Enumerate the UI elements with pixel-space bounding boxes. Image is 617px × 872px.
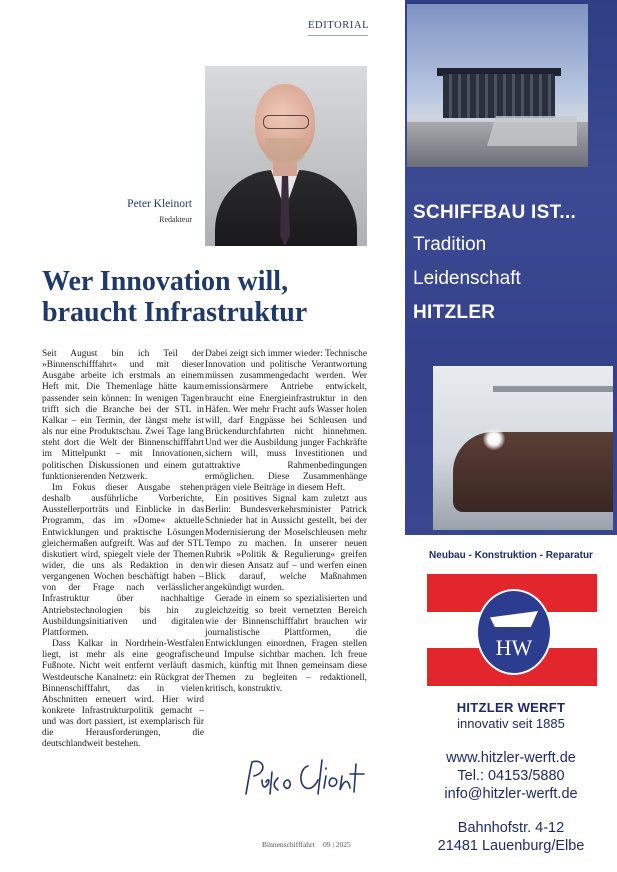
- hw-logo-icon: [476, 589, 552, 675]
- ad-line-passion: Leidenschaft: [413, 268, 521, 289]
- section-label: EDITORIAL: [308, 20, 370, 31]
- ad-website[interactable]: www.hitzler-werft.de: [446, 750, 576, 766]
- author-role: Redakteur: [159, 215, 192, 224]
- paragraph: Dass Kalkar in Nordrhein-Westfalen liegt, ist mehr als eine geografische Fußnote. Nicht weit entfernt verläuft das Westdeutsche Kanalnetz: ein Rückgrat der Binnenschifffahrt, das in vielen Abschnitten erneuert wird. Hier wird konkrete Infrastrukturpolitik gemacht – und was dort passiert, ist exemplarisch für die Herausforderungen, die deutschlandweit bestehen.: [42, 639, 204, 750]
- section-divider: [308, 35, 368, 36]
- article-column-right: [205, 349, 367, 695]
- ad-line-tradition: Tradition: [413, 234, 487, 255]
- paragraph: Im Fokus dieser Ausgabe stehen deshalb ausführliche Vorberichte, Ausstellerporträts und Einblicke in das Programm, das im »Dome« aktuelle Entwicklungen und praktische Lösungen gleichermaßen aufgreift. Was auf der STL diskutiert wird, spiegelt viele der Themen wider, die uns als Redaktion in den vergangenen Wochen beschäftigt haben – von der Frage nach verlässlicher Infrastruktur über nachhaltige Antriebstechnologien bis hin zu Ausbildungsinitiativen und digitalen Plattformen.: [42, 482, 204, 638]
- ad-street: Bahnhofstr. 4-12: [457, 820, 565, 836]
- ship-hull-photo: [433, 366, 613, 530]
- footer-publication: Binnenschifffahrt: [262, 840, 315, 849]
- ad-since: innovativ seit 1885: [457, 716, 565, 731]
- ad-brand: HITZLER: [413, 302, 496, 323]
- ad-phone: Tel.: 04153/5880: [457, 768, 565, 784]
- ad-services: Neubau - Konstruktion - Reparatur: [429, 550, 593, 561]
- ad-headline: SCHIFFBAU IST...: [413, 202, 577, 223]
- footer-issue: 09 | 2025: [323, 840, 351, 849]
- ad-city: 21481 Lauenburg/Elbe: [437, 838, 585, 854]
- author-portrait: [205, 66, 367, 246]
- logo-text: HW: [495, 635, 533, 660]
- company-flag-logo: [427, 574, 597, 686]
- article-headline: Wer Innovation will, braucht Infrastruktur: [42, 266, 308, 328]
- ad-email[interactable]: info@hitzler-werft.de: [444, 786, 578, 802]
- shipyard-hall-photo: [407, 4, 588, 167]
- paragraph: Seit August bin ich Teil der »Binnenschifffahrt« und mit dieser Ausgabe arbeite ich erstmals an einem Heft mit. Die Themenlage hätte kaum passender sein können: In wenigen Tagen trifft sich die Branche bei der STL in Kalkar – ein Termin, der längst mehr ist als nur eine Produktschau. Zwei Tage lang steht dort die Welt der Binnenschifffahrt im Mittelpunkt – mit Innovationen, politischen Diskussionen und einem gut funktionierenden Netzwerk.: [42, 349, 204, 482]
- author-signature: [238, 754, 378, 806]
- advertisement: [405, 0, 617, 872]
- article-column-left: [42, 349, 204, 751]
- paragraph: Dabei zeigt sich immer wieder: Technische Innovation und politische Verantwortung müssen zusammengedacht werden. Wer emissionsärmere Antriebe entwickelt, braucht eine Energieinfrastruktur in den Häfen. Wer mehr Fracht aufs Wasser holen will, darf Engpässe bei Schleusen und Brückendurchfahrten nicht hinnehmen. Und wer die Ausbildung junger Fachkräfte sichern will, muss Investitionen und attraktive Rahmenbedingungen ermöglichen. Diese Zusammenhänge prägen viele Beiträge in diesem Heft.: [205, 349, 367, 493]
- paragraph: Gerade in einem so spezialisierten und gleichzeitig so breit vernetzten Bereich wie der Binnenschifffahrt brauchen wir journalistische Plattformen, die Entwicklungen einordnen, Fragen stellen und Impulse sichtbar machen. Ich freue mich, künftig mit Ihnen gemeinsam diese Themen zu begleiten – redaktionell, kritisch, konstruktiv.: [205, 594, 367, 694]
- author-name: Peter Kleinort: [127, 198, 192, 210]
- paragraph: Ein positives Signal kam zuletzt aus Berlin: Bundesverkehrsminister Patrick Schnieder hat in Aussicht gestellt, bei der Modernisierung der Moselschleusen mehr Tempo zu machen. In unserer neuen Rubrik »Politik & Regulierung« greifen wir diesen Ansatz auf – und werfen einen Blick darauf, welche Maßnahmen angekündigt wurden.: [205, 494, 367, 594]
- ad-company-name: HITZLER WERFT: [456, 700, 566, 715]
